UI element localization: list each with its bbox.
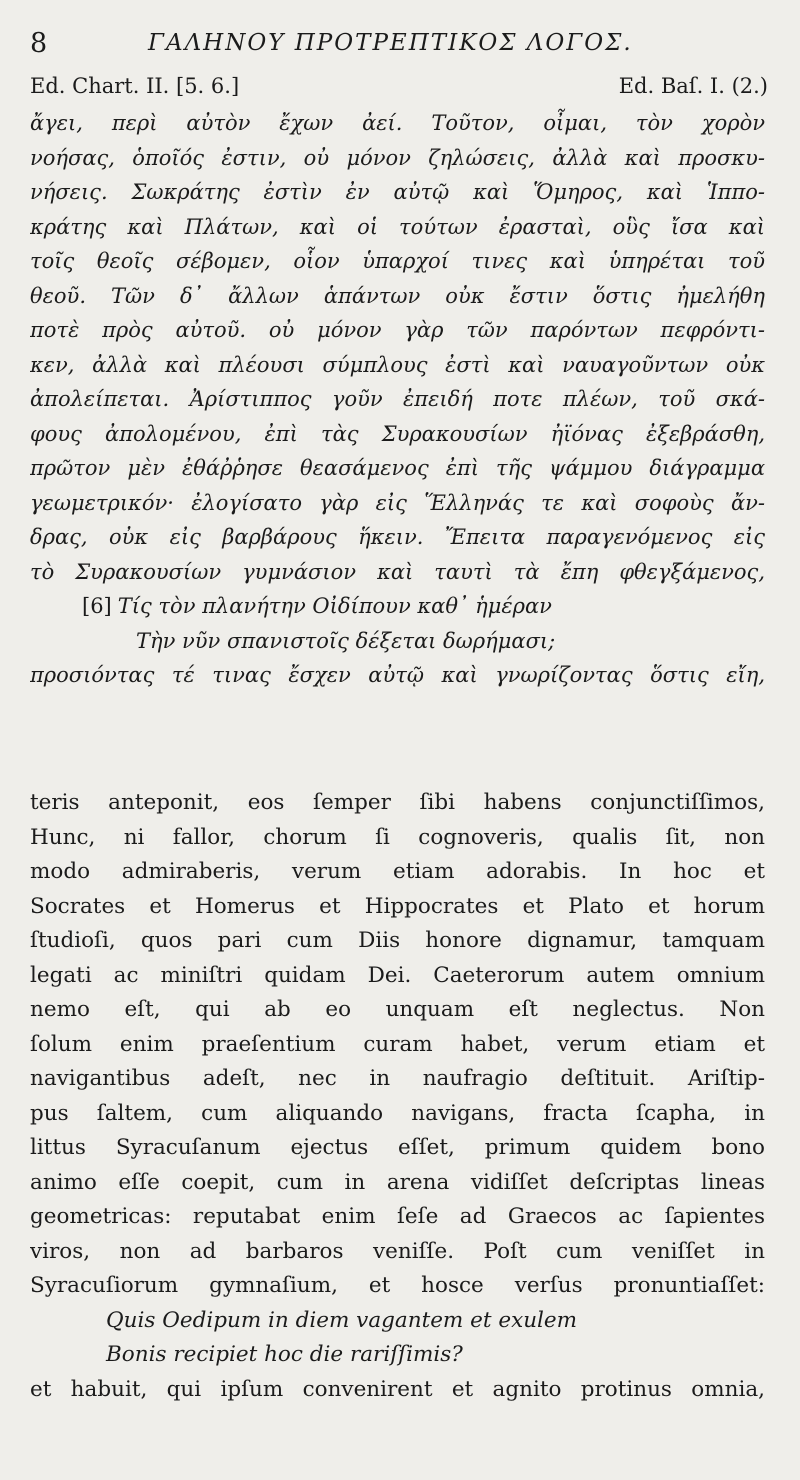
latin-verse-line-1: Quis Oedipum in diem vagantem et exulem <box>106 1307 578 1333</box>
latin-text-line: ſtudioſi, quos pari cum Diis honore dignamur, tamquam <box>30 928 765 953</box>
greek-text-line: νήσεις. Σωκράτης ἐστὶν ἐν αὐτῷ καὶ Ὅμηρος, καὶ Ἱππο- <box>30 180 765 204</box>
page-number: 8 <box>30 28 48 59</box>
page-header <box>30 28 770 64</box>
greek-text-line: δρας, οὐκ εἰς βαρβάρους ἥκειν. Ἔπειτα παραγενόμενος εἰς <box>30 525 765 549</box>
edition-reference-basel: Ed. Baſ. I. (2.) <box>618 74 768 98</box>
latin-text-line: Socrates et Homerus et Hippocrates et Plato et horum <box>30 893 765 919</box>
latin-text-line: Hunc, ni fallor, chorum ſi cognoveris, qualis ſit, non <box>30 824 765 850</box>
greek-text-line: τὸ Συρακουσίων γυμνάσιον καὶ ταυτὶ τὰ ἔπη φθεγξάμενος, <box>30 559 765 584</box>
greek-verse-text: Τίς τὸν πλανήτην Οἰδίπουν καθ᾽ ἡμέραν <box>117 594 552 618</box>
greek-text-line: κεν, ἀλλὰ καὶ πλέουσι σύμπλους ἐστὶ καὶ ναυαγοῦντων οὐκ <box>30 352 765 377</box>
latin-text-line-final: et habuit, qui ipſum convenirent et agnito protinus omnia, <box>30 1376 765 1402</box>
greek-text-line-final: προσιόντας τέ τινας ἔσχεν αὐτῷ καὶ γνωρίζοντας ὅστις εἴη, <box>30 663 765 687</box>
latin-text-line: viros, non ad barbaros veniſſe. Poſt cum veniſſet in <box>30 1238 765 1264</box>
greek-verse-line-1 <box>30 589 765 624</box>
latin-text-line: animo eſſe coepit, cum in arena vidiſſet deſcriptas lineas <box>30 1169 765 1195</box>
latin-text-line: ſolum enim praeſentium curam habet, verum etiam et <box>30 1031 765 1057</box>
greek-text-line: κράτης καὶ Πλάτων, καὶ οἱ τούτων ἐρασταὶ, οὓς ἴσα καὶ <box>30 214 765 239</box>
edition-reference-chartier: Ed. Chart. II. [5. 6.] <box>30 74 240 98</box>
section-marker: [6] <box>82 594 112 618</box>
latin-text-line: Syracuſiorum gymnaſium, et hosce verſus pronuntiaſſet: <box>30 1273 765 1298</box>
latin-text-line: pus ſaltem, cum aliquando navigans, fracta ſcapha, in <box>30 1100 765 1126</box>
latin-text-line: nemo eſt, qui ab eo unquam eſt neglectus. Non <box>30 997 765 1022</box>
running-title: ΓΑΛΗΝΟΥ ΠΡΟΤΡΕΠΤΙΚΟΣ ΛΟΓΟΣ. <box>148 30 633 56</box>
latin-text-line: modo admiraberis, verum etiam adorabis. In hoc et <box>30 859 765 884</box>
latin-text-line: legati ac miniſtri quidam Dei. Caeterorum autem omnium <box>30 962 765 988</box>
greek-text-line: νοήσας, ὁποῖός ἐστιν, οὐ μόνον ζηλώσεις, ἀλλὰ καὶ προσκυ- <box>30 145 765 170</box>
latin-text-line: littus Syracuſanum ejectus eſſet, primum quidem bono <box>30 1135 765 1160</box>
latin-text-block <box>30 786 765 1407</box>
greek-text-line: ἄγει, περὶ αὐτὸν ἔχων ἀεί. Τοῦτον, οἶμαι, τὸν χορὸν <box>30 111 765 135</box>
latin-text-line: geometricas: reputabat enim ſeſe ad Graecos ac ſapientes <box>30 1204 765 1229</box>
greek-text-line: γεωμετρικόν· ἐλογίσατο γὰρ εἰς Ἕλληνάς τε καὶ σοφοὺς ἄν- <box>30 490 765 515</box>
greek-verse-line-2: Τὴν νῦν σπανιστοῖς δέξεται δωρήμασι; <box>136 628 556 653</box>
greek-text-line: τοῖς θεοῖς σέβομεν, οἷον ὑπαρχοί τινες καὶ ὑπηρέται τοῦ <box>30 249 765 273</box>
greek-text-line: θεοῦ. Τῶν δ᾽ ἄλλων ἁπάντων οὐκ ἔστιν ὅστις ἠμελήθη <box>30 283 765 308</box>
greek-text-block <box>30 106 765 693</box>
greek-text-line: φους ἀπολομένου, ἐπὶ τὰς Συρακουσίων ἠϊόνας ἐξεβράσθη, <box>30 421 765 446</box>
edition-reference-row <box>30 74 768 104</box>
latin-verse-line-2: Bonis recipiet hoc die rariſſimis? <box>106 1342 463 1367</box>
latin-text-line: navigantibus adeſt, nec in naufragio deſtituit. Ariſtip- <box>30 1066 765 1091</box>
latin-text-line: teris anteponit, eos ſemper ſibi habens conjunctiſſimos, <box>30 790 765 815</box>
greek-text-line: ἀπολείπεται. Ἀρίστιππος γοῦν ἐπειδή ποτε πλέων, τοῦ σκά- <box>30 387 765 411</box>
greek-text-line: πρῶτον μὲν ἐθάῤῥησε θεασάμενος ἐπὶ τῆς ψάμμου διάγραμμα <box>30 456 765 480</box>
greek-text-line: ποτὲ πρὸς αὐτοῦ. οὐ μόνον γὰρ τῶν παρόντων πεφρόντι- <box>30 318 765 342</box>
